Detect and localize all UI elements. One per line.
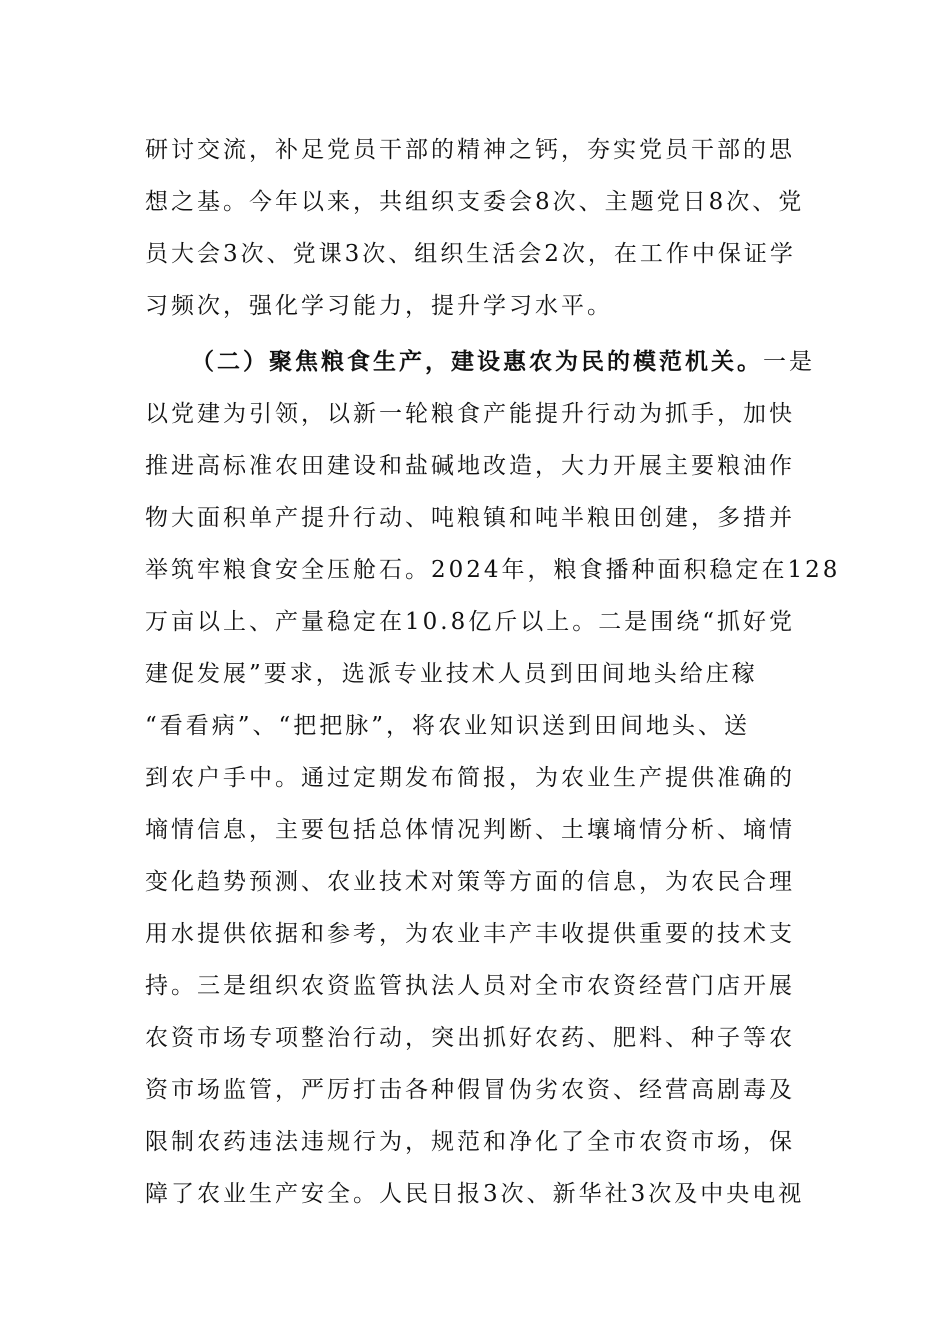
text-line: 墒情信息，主要包括总体情况判断、土壤墒情分析、墒情 (145, 817, 795, 843)
text-line: 以党建为引领，以新一轮粮食产能提升行动为抓手，加快 (145, 401, 795, 427)
section-heading: （二）聚焦粮食生产，建设惠农为民的模范机关。 (191, 349, 763, 375)
text-line: 员大会3次、党课3次、组织生活会2次，在工作中保证学 (145, 241, 796, 267)
text-line: 限制农药违法违规行为，规范和净化了全市农资市场，保 (145, 1129, 795, 1155)
text-line: 到农户手中。通过定期发布简报，为农业生产提供准确的 (145, 765, 795, 791)
text-line: 农资市场专项整治行动，突出抓好农药、肥料、种子等农 (145, 1025, 795, 1051)
text-line: 资市场监管，严厉打击各种假冒伪劣农资、经营高剧毒及 (145, 1077, 795, 1103)
text-line: 举筑牢粮食安全压舱石。2024年，粮食播种面积稳定在128 (145, 557, 841, 583)
text-line: 研讨交流，补足党员干部的精神之钙，夯实党员干部的思 (145, 137, 795, 163)
text-line: “看看病”、“把把脉”，将农业知识送到田间地头、送 (145, 713, 751, 739)
text-line: 想之基。今年以来，共组织支委会8次、主题党日8次、党 (145, 189, 805, 215)
text-line: 物大面积单产提升行动、吨粮镇和吨半粮田创建，多措并 (145, 505, 795, 531)
text-line: 万亩以上、产量稳定在10.8亿斤以上。二是围绕“抓好党 (145, 609, 795, 635)
paragraph-grain-production (145, 336, 841, 1220)
heading-line-rest: 一是 (763, 349, 815, 375)
heading-line (145, 336, 815, 388)
text-line: 建促发展”要求，选派专业技术人员到田间地头给庄稼 (145, 661, 758, 687)
text-line: 推进高标准农田建设和盐碱地改造，大力开展主要粮油作 (145, 453, 795, 479)
text-line: 变化趋势预测、农业技术对策等方面的信息，为农民合理 (145, 869, 795, 895)
text-line: 用水提供依据和参考，为农业丰产丰收提供重要的技术支 (145, 921, 795, 947)
text-line: 障了农业生产安全。人民日报3次、新华社3次及中央电视 (145, 1181, 805, 1207)
paragraph-study-frequency (145, 124, 807, 332)
text-line: 习频次，强化学习能力，提升学习水平。 (145, 293, 613, 319)
text-line: 持。三是组织农资监管执法人员对全市农资经营门店开展 (145, 973, 795, 999)
